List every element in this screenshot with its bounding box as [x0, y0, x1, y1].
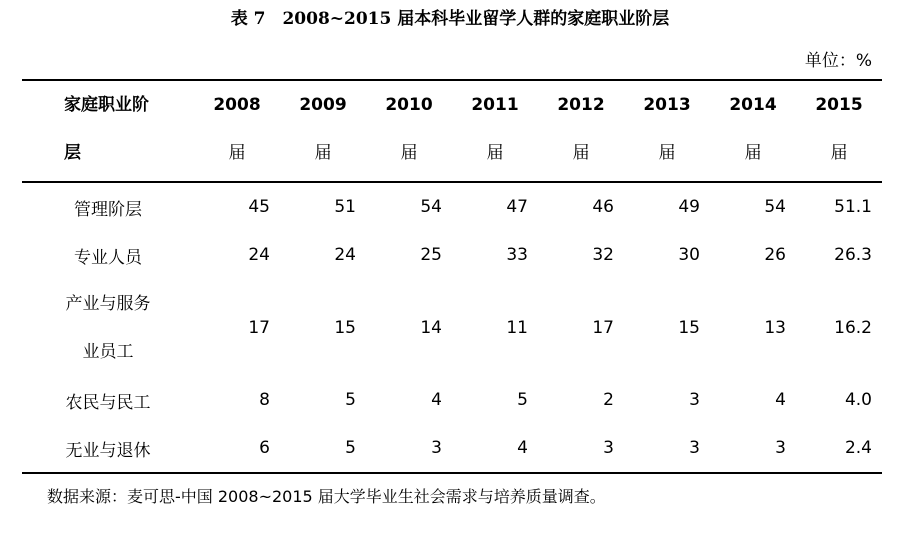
col-suffix: 届	[314, 143, 332, 163]
table-row	[22, 376, 882, 424]
col-suffix: 届	[830, 143, 848, 163]
row-label: 农民与民工	[65, 392, 151, 413]
table-row	[22, 231, 882, 279]
cell: 5	[345, 390, 356, 410]
cell: 49	[678, 197, 700, 217]
cell: 3	[689, 438, 700, 458]
cell: 17	[592, 317, 614, 338]
cell: 51.1	[834, 197, 872, 217]
cell: 3	[431, 438, 442, 458]
table-row	[22, 424, 882, 473]
col-header-2013	[624, 80, 710, 182]
cell: 3	[603, 438, 614, 458]
cell: 15	[678, 317, 700, 338]
cell: 16.2	[834, 317, 872, 338]
row-header-line-1: 家庭职业阶	[64, 95, 149, 115]
cell: 33	[506, 245, 528, 265]
table-row	[22, 182, 882, 231]
cell: 51	[334, 197, 356, 217]
unit-label: 单位：%	[804, 51, 872, 71]
cell: 3	[775, 438, 786, 458]
cell: 54	[764, 197, 786, 217]
cell: 4.0	[844, 390, 872, 410]
col-suffix: 届	[572, 143, 590, 163]
cell: 11	[506, 317, 528, 338]
table-title: 表 7 2008~2015 届本科毕业留学人群的家庭职业阶层	[230, 9, 670, 29]
col-year: 2011	[471, 95, 519, 115]
col-year: 2015	[815, 95, 863, 115]
row-label	[22, 279, 194, 376]
col-header-2015	[796, 80, 882, 182]
header-row	[22, 80, 882, 182]
cell: 26.3	[834, 245, 872, 265]
source-note: 数据来源：麦可思-中国 2008~2015 届大学毕业生社会需求与培养质量调查。	[47, 487, 606, 506]
cell: 26	[764, 245, 786, 265]
col-year: 2010	[385, 95, 433, 115]
col-year: 2009	[299, 95, 347, 115]
row-label: 专业人员	[74, 247, 142, 268]
cell: 2.4	[844, 438, 872, 458]
cell: 46	[592, 197, 614, 217]
cell: 47	[506, 197, 528, 217]
cell: 45	[248, 197, 270, 217]
col-suffix: 届	[744, 143, 762, 163]
col-header-2008	[194, 80, 280, 182]
col-year: 2013	[643, 95, 691, 115]
cell: 25	[420, 245, 442, 265]
table-row	[22, 279, 882, 376]
row-label: 无业与退休	[65, 440, 151, 461]
cell: 3	[689, 390, 700, 410]
cell: 24	[248, 245, 270, 265]
cell: 17	[248, 317, 270, 338]
row-label-line-2: 业员工	[82, 341, 134, 362]
col-suffix: 届	[486, 143, 504, 163]
cell: 4	[517, 438, 528, 458]
row-header-line-2: 层	[64, 143, 81, 163]
col-header-2014	[710, 80, 796, 182]
col-header-2009	[280, 80, 366, 182]
col-header-2012	[538, 80, 624, 182]
cell: 5	[345, 438, 356, 458]
col-suffix: 届	[228, 143, 246, 163]
cell: 4	[431, 390, 442, 410]
cell: 13	[764, 317, 786, 338]
col-header-2010	[366, 80, 452, 182]
cell: 32	[592, 245, 614, 265]
cell: 14	[420, 317, 442, 338]
col-suffix: 届	[400, 143, 418, 163]
cell: 2	[603, 390, 614, 410]
data-table	[22, 79, 882, 474]
col-suffix: 届	[658, 143, 676, 163]
col-year: 2014	[729, 95, 777, 115]
col-year: 2008	[213, 95, 261, 115]
col-year: 2012	[557, 95, 605, 115]
cell: 15	[334, 317, 356, 338]
cell: 24	[334, 245, 356, 265]
cell: 54	[420, 197, 442, 217]
cell: 30	[678, 245, 700, 265]
cell: 8	[259, 390, 270, 410]
cell: 6	[259, 438, 270, 458]
row-label-line-1: 产业与服务	[65, 293, 151, 314]
col-header-2011	[452, 80, 538, 182]
row-header-cell	[22, 80, 194, 182]
row-label: 管理阶层	[74, 199, 142, 220]
cell: 5	[517, 390, 528, 410]
cell: 4	[775, 390, 786, 410]
